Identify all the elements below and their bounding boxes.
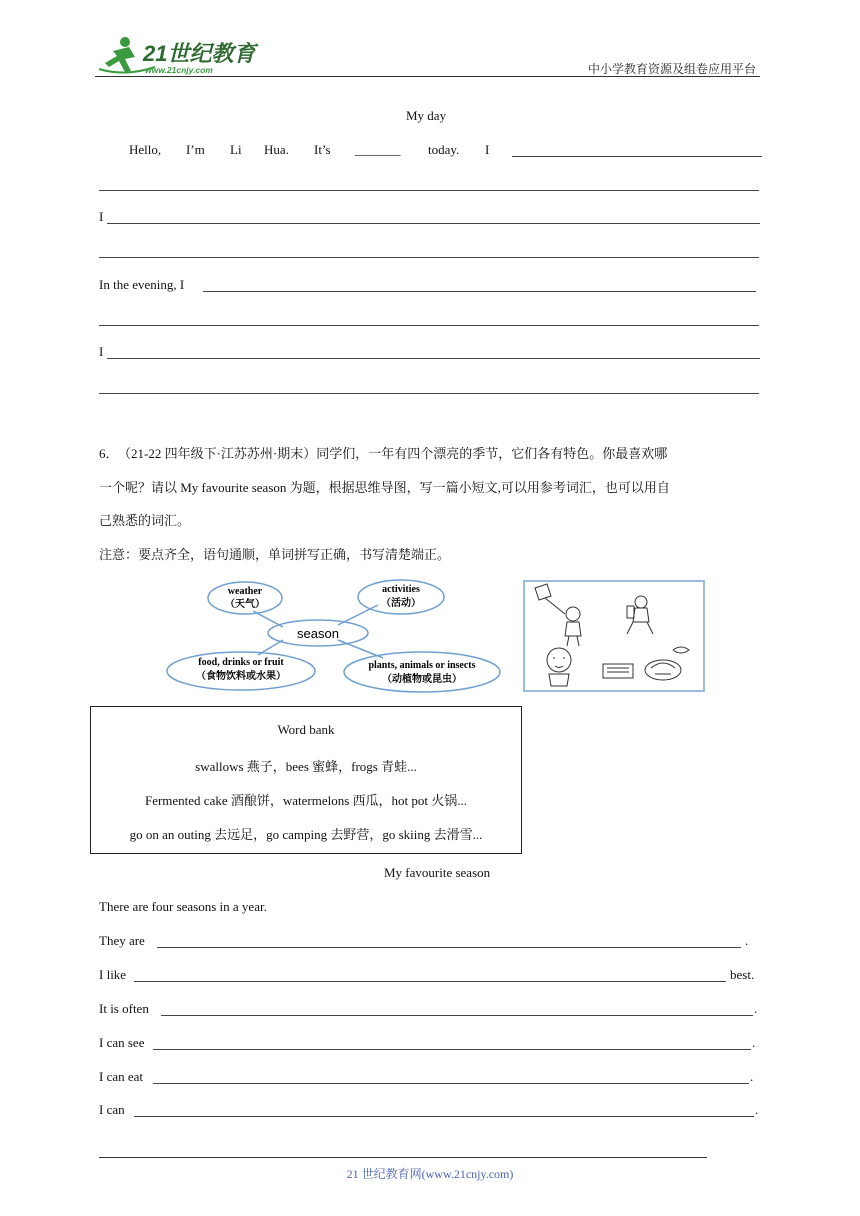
line-end: . (755, 1102, 759, 1117)
seasons-illustration (523, 580, 705, 692)
line-end: . (754, 1001, 758, 1016)
plants-cn-label: （动植物或昆虫） (382, 674, 462, 685)
word: Hua. (264, 142, 289, 157)
answer-line[interactable] (203, 291, 756, 292)
line-start: I can (99, 1102, 125, 1117)
line-start: It is often (99, 1001, 149, 1016)
answer-line[interactable] (99, 325, 759, 326)
line-start: I (99, 209, 104, 224)
word-bank-title: Word bank (277, 722, 335, 737)
line-end: . (750, 1069, 754, 1084)
food-label: food, drinks or fruit (198, 657, 284, 668)
activities-label: activities (382, 584, 420, 595)
answer-line[interactable] (99, 257, 759, 258)
word: I’m (186, 142, 205, 157)
word-bank-line: swallows 燕子，bees 蜜蜂，frogs 青蛙... (195, 759, 417, 774)
answer-line[interactable] (153, 1049, 751, 1050)
word: today. (428, 142, 460, 157)
question-number: 6． (99, 446, 119, 461)
essay1-title: My day (406, 108, 447, 123)
line-end: best. (730, 967, 755, 982)
essay2-title: My favourite season (384, 865, 491, 880)
answer-line[interactable] (107, 358, 760, 359)
plants-bubble (344, 652, 500, 692)
footer-link[interactable]: 21 世纪教育网(www.21cnjy.com) (346, 1167, 514, 1181)
footer-divider (99, 1157, 707, 1158)
word-bank-line: Fermented cake 酒酿饼，watermelons 西瓜，hot pot 火锅... (144, 793, 468, 808)
header-divider (95, 76, 760, 77)
answer-line[interactable] (99, 190, 759, 191)
answer-line[interactable] (512, 156, 762, 157)
line-start: I like (99, 967, 127, 982)
question-text: 一个呢？请以 My favourite season 为题，根据思维导图，写一篇小短文,可以用参考词汇，也可以用自 (99, 480, 670, 495)
activities-cn-label: （活动） (381, 598, 421, 609)
question-text: 己熟悉的词汇。 (99, 513, 191, 528)
line-end: . (752, 1035, 756, 1050)
word: It’s (314, 142, 331, 157)
word-bank-box (90, 706, 522, 854)
answer-line[interactable] (161, 1015, 753, 1016)
season-label: season (297, 626, 339, 641)
logo-text: 21世纪教育 (143, 41, 256, 66)
word-bank-line: go on an outing 去远足，go camping 去野营，go skiing 去滑雪... (129, 827, 483, 842)
platform-name: 中小学教育资源及组卷应用平台 (587, 62, 756, 76)
question-note: 注意：要点齐全，语句通顺，单词拼写正确，书写清楚端正。 (99, 547, 451, 562)
answer-line[interactable] (134, 1116, 754, 1117)
season-mind-map (163, 575, 508, 695)
blank[interactable]: _______ (355, 142, 401, 157)
line-start: In the evening, I (99, 277, 185, 292)
plants-label: plants, animals or insects (368, 660, 476, 671)
question-text: （21-22 四年级下·江苏苏州·期末）同学们，一年有四个漂亮的季节，它们各有特色。你最喜欢哪 (118, 446, 668, 461)
line-end: . (745, 933, 749, 948)
line-start: I can eat (99, 1069, 144, 1084)
word: Hello, (129, 142, 162, 157)
line-start: They are (99, 933, 145, 948)
answer-line[interactable] (99, 393, 759, 394)
word: I (485, 142, 490, 157)
answer-line[interactable] (134, 981, 726, 982)
weather-cn-label: （天气） (225, 599, 265, 610)
answer-line[interactable] (157, 947, 741, 948)
essay2-sentence: There are four seasons in a year. (99, 899, 267, 914)
line-start: I can see (99, 1035, 145, 1050)
word: Li (230, 142, 242, 157)
answer-line[interactable] (107, 223, 760, 224)
answer-line[interactable] (153, 1083, 749, 1084)
weather-label: weather (227, 586, 263, 597)
site-logo (95, 33, 265, 79)
logo-url: www.21cnjy.com (145, 65, 213, 75)
food-cn-label: （食物饮料或水果） (196, 671, 286, 682)
line-start: I (99, 344, 104, 359)
